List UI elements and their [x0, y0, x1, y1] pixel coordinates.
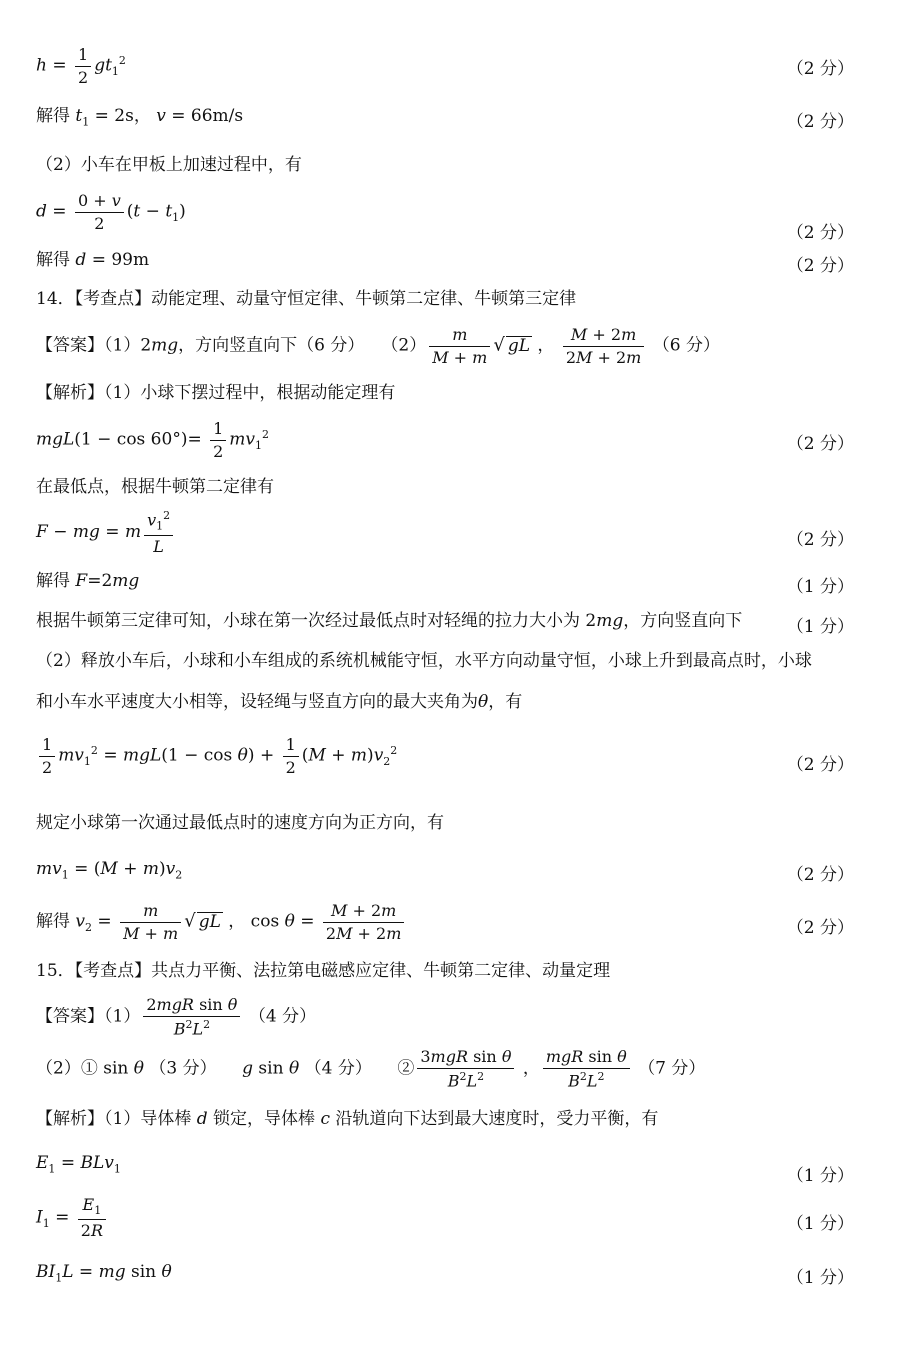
- question-14-heading: 14．【考查点】动能定理、动量守恒定律、牛顿第二定律、牛顿第三定律: [36, 289, 577, 309]
- score: （1 分）: [786, 577, 854, 597]
- formula-newton: F − mg = m $\frac{v_1^2}{L}$: [36, 510, 176, 555]
- score: （1 分）: [786, 1268, 854, 1288]
- solution-line: 解得 d = 99m: [36, 250, 150, 270]
- formula-emf: $E_1 = BLv_1$: [36, 1153, 121, 1176]
- score: （1 分）: [786, 1214, 854, 1234]
- formula-energy: mgL(1 − cos 60°)= $\frac{1}{2}$ $mv_1^2$: [36, 419, 270, 461]
- answer-15-part2: （2）① sin θ （3 分） g sin θ （4 分） ② 3mgR sin θ $B^2L^2$ ， mgR sin θ $B^2L^2$ （7 分）: [36, 1047, 706, 1090]
- score: （2 分）: [786, 434, 854, 454]
- analysis-15-intro: 【解析】（1）导体棒 d 锁定，导体棒 c 沿轨道向下达到最大速度时，受力平衡，有: [36, 1109, 659, 1129]
- score: （2 分）: [786, 223, 854, 243]
- text-line: （2）小车在甲板上加速过程中，有: [36, 155, 302, 175]
- question-15-heading: 15．【考查点】共点力平衡、法拉第电磁感应定律、牛顿第二定律、动量定理: [36, 961, 611, 981]
- answer-14: 【答案】（1）2mg，方向竖直向下（6 分） （2） $\frac{m}{M + m}$ √ gL ， $\frac{M + 2m}{2M + 2m}$ （6 分）: [36, 325, 720, 367]
- text-line: 根据牛顿第三定律可知，小球在第一次经过最低点时对轻绳的拉力大小为 2mg，方向竖直向下: [36, 611, 743, 631]
- score: （2 分）: [786, 755, 854, 775]
- formula-energy-conservation: $\frac{1}{2}$ $mv_1^2 = mgL(1 - \cos \theta)$ + $\frac{1}{2}$ $(M + m)v_2^2$: [36, 736, 397, 776]
- formula-force-balance: $BI_1L$ = mg sin θ: [36, 1262, 172, 1285]
- score: （2 分）: [786, 865, 854, 885]
- score: （2 分）: [786, 918, 854, 938]
- score: （2 分）: [786, 59, 854, 79]
- formula-momentum: $mv_1 = (M + m)v_2$: [36, 859, 183, 882]
- score: （2 分）: [786, 112, 854, 132]
- text-line: （2）释放小车后，小球和小车组成的系统机械能守恒，水平方向动量守恒，小球上升到最高点时，小球: [36, 651, 812, 671]
- score: （2 分）: [786, 530, 854, 550]
- score: （1 分）: [786, 1166, 854, 1186]
- text-line: 规定小球第一次通过最低点时的速度方向为正方向，有: [36, 813, 444, 833]
- solution-line: 解得 $v_2$ = $\frac{m}{M + m}$ √ gL ， cos θ = $\frac{M + 2m}{2M + 2m}$: [36, 902, 407, 942]
- analysis-14-intro: 【解析】（1）小球下摆过程中，根据动能定理有: [36, 383, 396, 403]
- formula-current: $I_1$ = $\frac{E_1}{2R}$: [36, 1196, 109, 1240]
- answer-15-part1: 【答案】（1） 2mgR sin θ $B^2L^2$ （4 分）: [36, 995, 317, 1038]
- solution-line: 解得 $t_1 = 2s$， v = 66m/s: [36, 106, 244, 129]
- formula-distance: d = $\frac{0 + v}{2}$ $(t - t_1)$: [36, 191, 186, 233]
- solution-line: 解得 F=2mg: [36, 571, 140, 591]
- text-line: 在最低点，根据牛顿第二定律有: [36, 477, 274, 497]
- score: （2 分）: [786, 256, 854, 276]
- score: （1 分）: [786, 617, 854, 637]
- formula-free-fall: h = $\frac{1}{2}$ $gt_1^2$: [36, 45, 126, 87]
- text-line: 和小车水平速度大小相等，设轻绳与竖直方向的最大夹角为θ，有: [36, 692, 523, 712]
